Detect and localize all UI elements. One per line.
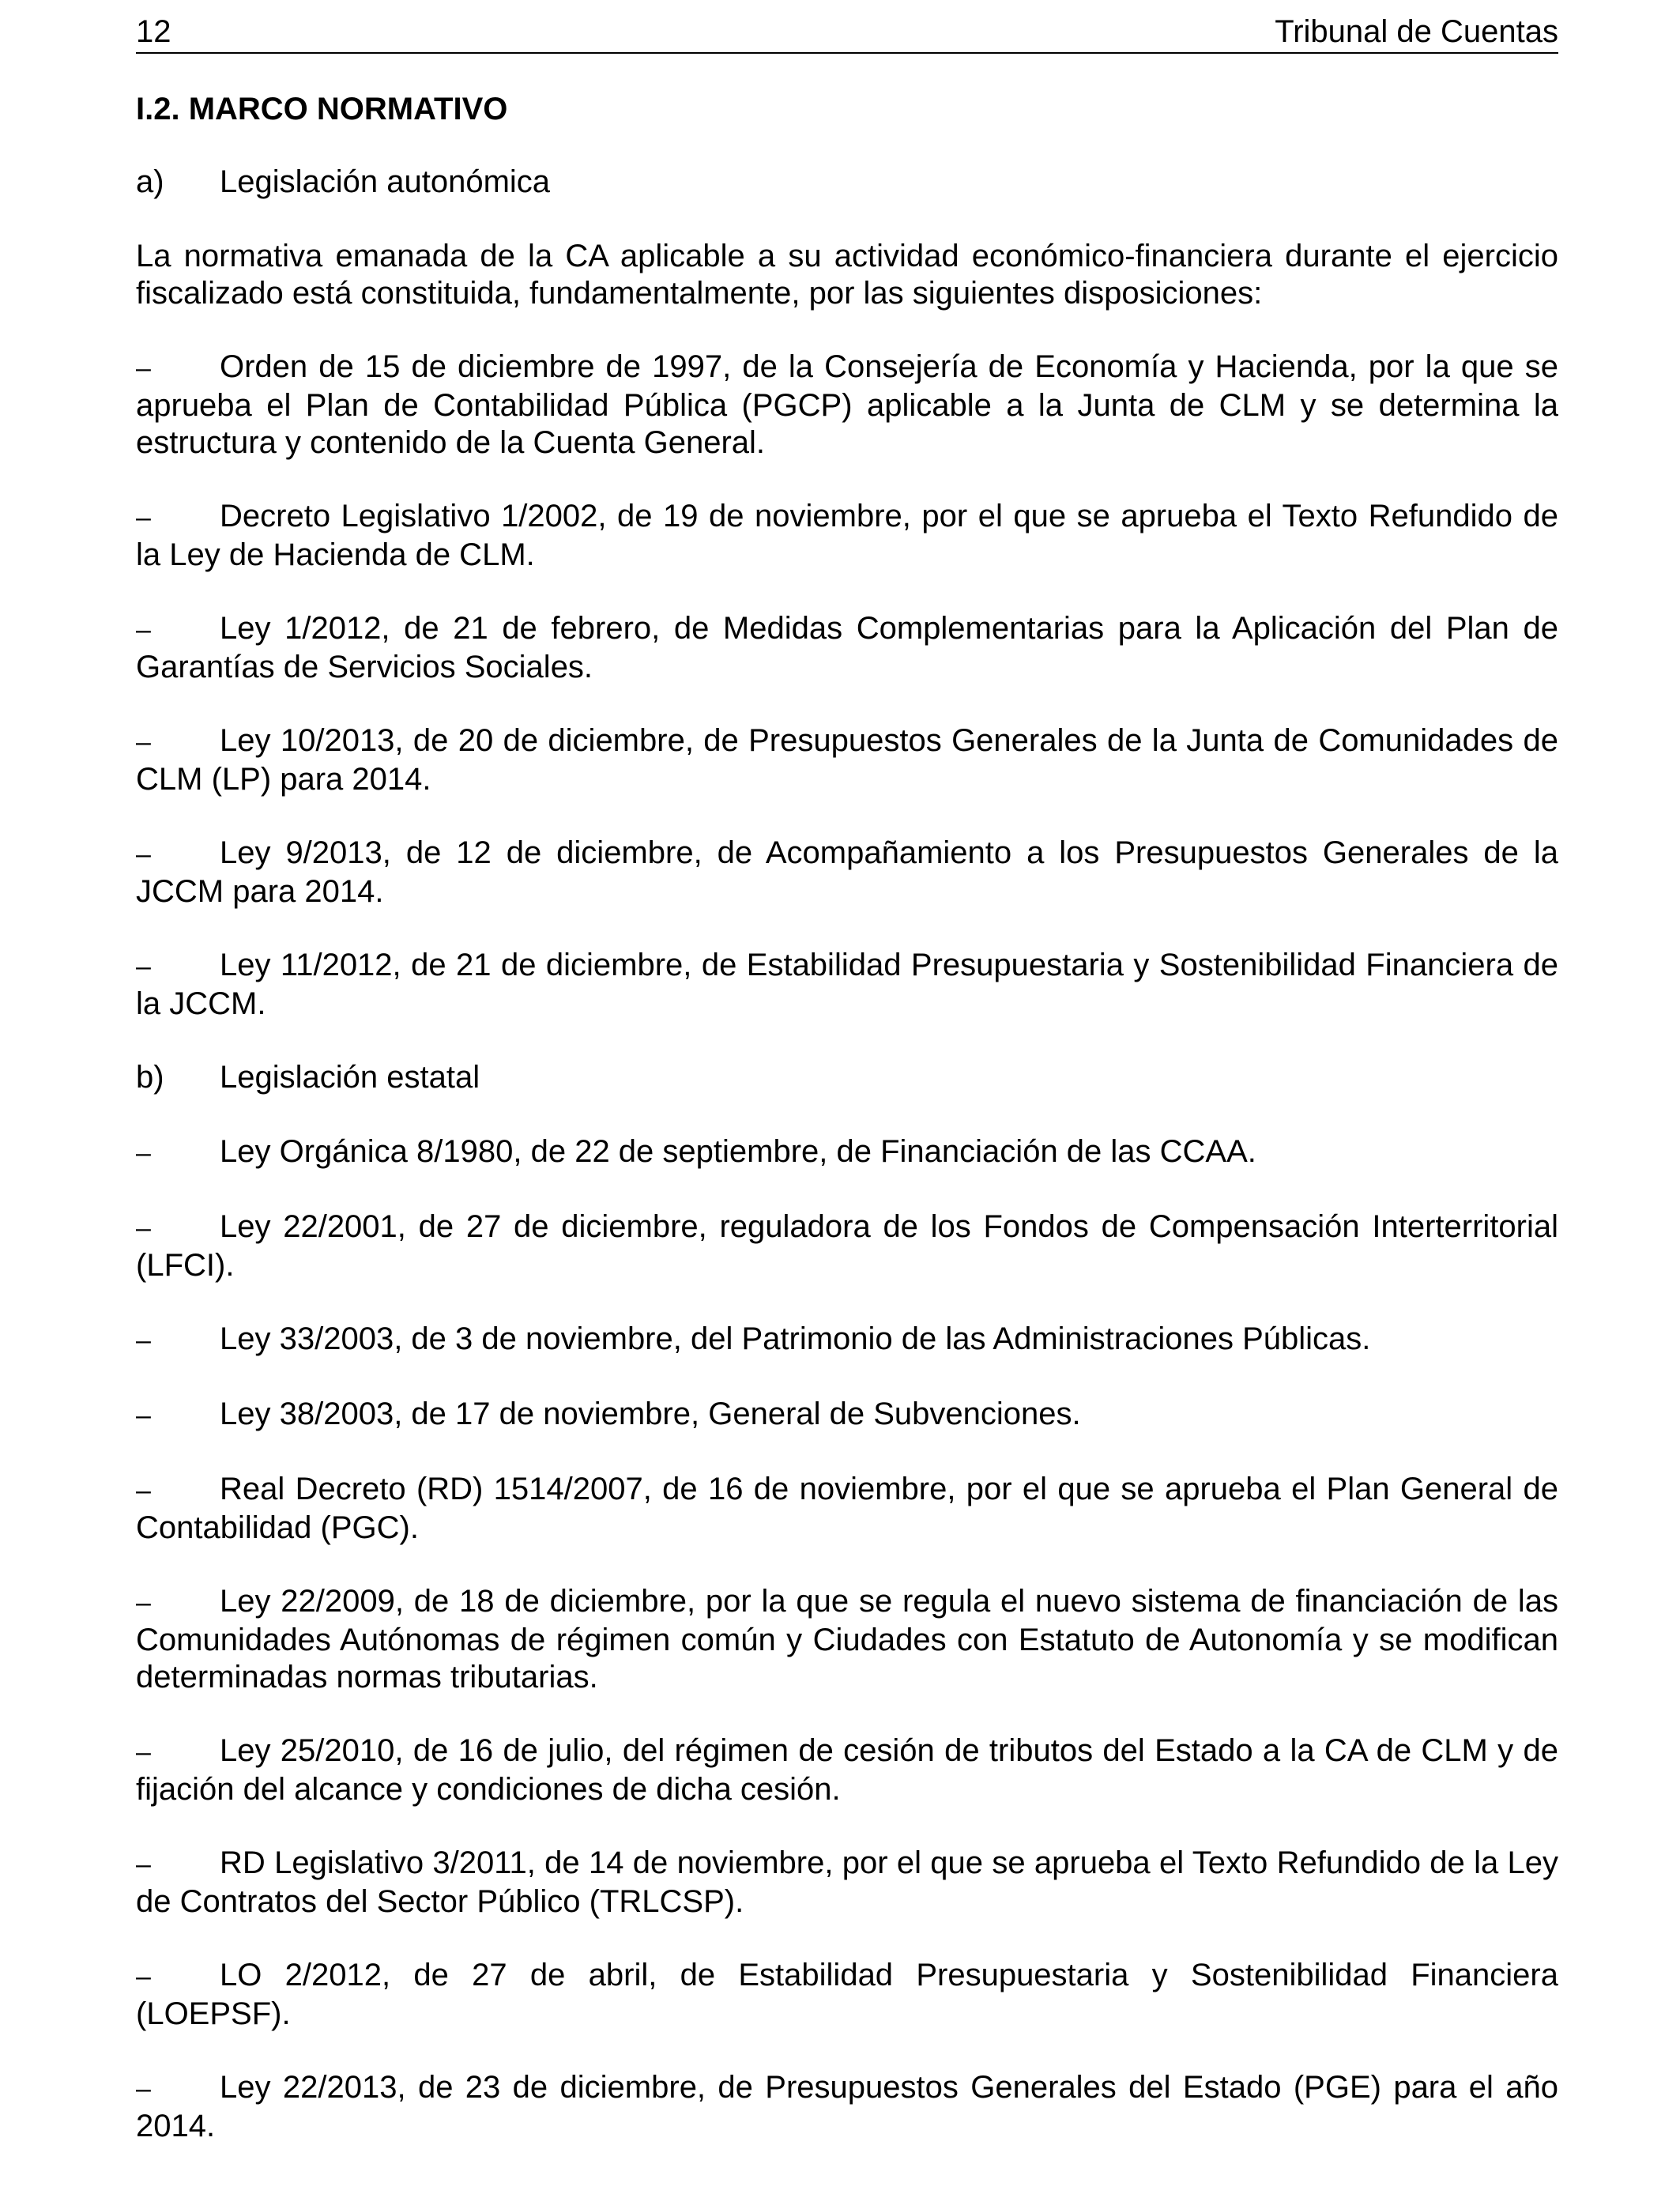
dash-bullet: – xyxy=(136,2074,151,2104)
page-number: 12 xyxy=(136,14,171,49)
list-item xyxy=(136,722,1558,798)
list-item-text: Decreto Legislativo 1/2002, de 19 de noviembre, por el que se aprueba el Texto Refundido de la Ley de Hacienda de CLM. xyxy=(136,499,1558,572)
list-item xyxy=(136,610,1558,686)
dash-bullet: – xyxy=(136,353,151,383)
dash-bullet: – xyxy=(136,727,151,757)
list-item-text: Ley 22/2001, de 27 de diciembre, reguladora de los Fondos de Compensación Interterritorial (LFCI). xyxy=(136,1209,1558,1283)
list-item-text: RD Legislativo 3/2011, de 14 de noviembre, por el que se aprueba el Texto Refundido de la Ley de Contratos del Sector Público (TRLCSP). xyxy=(136,1845,1558,1919)
list-item-text: LO 2/2012, de 27 de abril, de Estabilidad Presupuestaria y Sostenibilidad Financiera (LOEPSF). xyxy=(136,1958,1558,2031)
dash-bullet: – xyxy=(136,615,151,645)
list-item-text: Ley 22/2013, de 23 de diciembre, de Presupuestos Generales del Estado (PGE) para el año 2014. xyxy=(136,2070,1558,2143)
subsection-letter: b) xyxy=(136,1060,164,1095)
list-item xyxy=(136,1583,1558,1696)
list-item xyxy=(136,835,1558,910)
list-item xyxy=(136,1133,1558,1172)
list-item-text: Ley 25/2010, de 16 de julio, del régimen de cesión de tributos del Estado a la CA de CLM y de fijación del alcance y condiciones de dicha cesión. xyxy=(136,1733,1558,1807)
list-item xyxy=(136,947,1558,1023)
dash-bullet: – xyxy=(136,1400,151,1431)
dash-bullet: – xyxy=(136,1737,151,1767)
list-item-text: Ley 33/2003, de 3 de noviembre, del Patrimonio de las Administraciones Públicas. xyxy=(220,1321,1371,1356)
dash-bullet: – xyxy=(136,1138,151,1168)
dash-bullet: – xyxy=(136,1962,151,1992)
list-item-text: Real Decreto (RD) 1514/2007, de 16 de noviembre, por el que se aprueba el Plan General de Contabilidad (PGC). xyxy=(136,1472,1558,1545)
list-item xyxy=(136,1732,1558,1808)
dash-bullet: – xyxy=(136,839,151,869)
dash-bullet: – xyxy=(136,1213,151,1243)
list-item-text: Ley 11/2012, de 21 de diciembre, de Estabilidad Presupuestaria y Sostenibilidad Financiera de la JCCM. xyxy=(136,948,1558,1021)
list-item xyxy=(136,498,1558,574)
list-item-text: Ley Orgánica 8/1980, de 22 de septiembre, de Financiación de las CCAA. xyxy=(220,1134,1256,1169)
list-item-text: Ley 10/2013, de 20 de diciembre, de Presupuestos Generales de la Junta de Comunidades de CLM (LP) para 2014. xyxy=(136,723,1558,797)
page-header xyxy=(136,13,1558,54)
subsection-title: Legislación estatal xyxy=(220,1060,480,1095)
list-item xyxy=(136,1321,1558,1359)
list-item-text: Ley 22/2009, de 18 de diciembre, por la que se regula el nuevo sistema de financiación de las Comunidades Autónomas de régimen común y Ciudades con Estatuto de Autonomía y se modifican determinadas normas tributarias. xyxy=(136,1584,1558,1695)
list-item xyxy=(136,1957,1558,2033)
document-body xyxy=(136,91,1558,2181)
dash-bullet: – xyxy=(136,1849,151,1879)
list-item-text: Orden de 15 de diciembre de 1997, de la Consejería de Economía y Hacienda, por la que se aprueba el Plan de Contabilidad Pública (PGCP) aplicable a la Junta de CLM y se determina la estructura y contenido de la Cuenta General. xyxy=(136,349,1558,460)
subsection-letter: a) xyxy=(136,164,164,199)
intro-paragraph: La normativa emanada de la CA aplicable a su actividad económico-financiera durante el ejercicio fiscalizado está constituida, fundamentalmente, por las siguientes disposiciones: xyxy=(136,239,1558,311)
list-item-text: Ley 1/2012, de 21 de febrero, de Medidas Complementarias para la Aplicación del Plan de Garantías de Servicios Sociales. xyxy=(136,611,1558,684)
estatal-list xyxy=(136,1133,1558,2145)
list-item xyxy=(136,2069,1558,2145)
dash-bullet: – xyxy=(136,1588,151,1618)
list-item xyxy=(136,1396,1558,1434)
subsection-estatal-heading xyxy=(136,1059,1558,1096)
dash-bullet: – xyxy=(136,503,151,533)
dash-bullet: – xyxy=(136,1325,151,1355)
list-item-text: Ley 9/2013, de 12 de diciembre, de Acompañamiento a los Presupuestos Generales de la JCCM para 2014. xyxy=(136,835,1558,909)
subsection-autonomica-heading xyxy=(136,164,1558,201)
list-item xyxy=(136,1208,1558,1284)
dash-bullet: – xyxy=(136,952,151,982)
list-item xyxy=(136,1471,1558,1547)
section-heading: I.2. MARCO NORMATIVO xyxy=(136,92,508,126)
dash-bullet: – xyxy=(136,1476,151,1506)
list-item xyxy=(136,349,1558,462)
list-item xyxy=(136,1845,1558,1921)
autonomica-list xyxy=(136,349,1558,1023)
running-title: Tribunal de Cuentas xyxy=(1275,14,1558,49)
list-item-text: Ley 38/2003, de 17 de noviembre, General de Subvenciones. xyxy=(220,1397,1081,1431)
subsection-title: Legislación autonómica xyxy=(220,164,551,199)
